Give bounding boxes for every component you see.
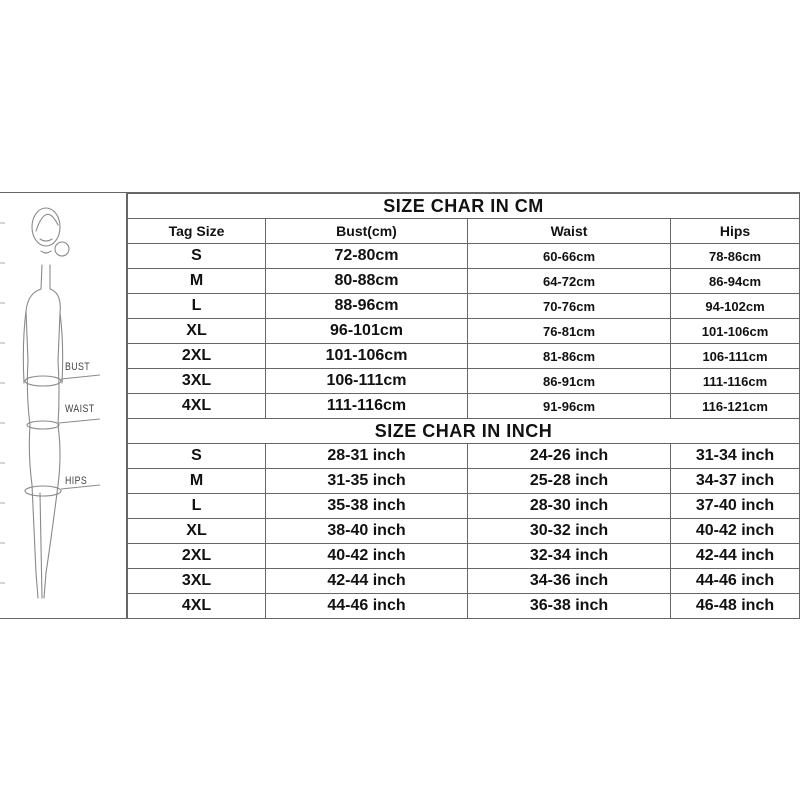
hips-cell: 86-94cm: [671, 269, 800, 294]
waist-cell: 60-66cm: [468, 244, 671, 269]
waist-cell: 91-96cm: [468, 394, 671, 419]
bust-cell: 72-80cm: [266, 244, 468, 269]
waist-cell: 24-26 inch: [468, 444, 671, 469]
size-chart: [0, 192, 800, 619]
tag-size-cell: 2XL: [128, 544, 266, 569]
hips-cell: 42-44 inch: [671, 544, 800, 569]
hips-cell: 46-48 inch: [671, 594, 800, 619]
tag-size-cell: 3XL: [128, 369, 266, 394]
tag-size-cell: 2XL: [128, 344, 266, 369]
inch-section-title: SIZE CHAR IN INCH: [128, 419, 800, 444]
table-row: [128, 594, 800, 619]
header-waist: Waist: [468, 219, 671, 244]
bust-cell: 96-101cm: [266, 319, 468, 344]
hips-cell: 101-106cm: [671, 319, 800, 344]
bust-cell: 80-88cm: [266, 269, 468, 294]
bust-cell: 101-106cm: [266, 344, 468, 369]
waist-cell: 36-38 inch: [468, 594, 671, 619]
table-row: [128, 469, 800, 494]
table-row: [128, 394, 800, 419]
table-row: [128, 369, 800, 394]
waist-cell: 86-91cm: [468, 369, 671, 394]
column-header-row: [128, 219, 800, 244]
header-hips: Hips: [671, 219, 800, 244]
waist-cell: 30-32 inch: [468, 519, 671, 544]
waist-cell: 64-72cm: [468, 269, 671, 294]
hips-cell: 106-111cm: [671, 344, 800, 369]
hips-cell: 78-86cm: [671, 244, 800, 269]
waist-label: WAIST: [65, 403, 95, 415]
tag-size-cell: M: [128, 469, 266, 494]
tag-size-cell: XL: [128, 319, 266, 344]
header-bust: Bust(cm): [266, 219, 468, 244]
bust-cell: 35-38 inch: [266, 494, 468, 519]
hips-cell: 40-42 inch: [671, 519, 800, 544]
table-row: [128, 319, 800, 344]
woman-figure-illustration: [0, 193, 126, 618]
bust-cell: 40-42 inch: [266, 544, 468, 569]
bust-cell: 28-31 inch: [266, 444, 468, 469]
waist-cell: 25-28 inch: [468, 469, 671, 494]
table-row: [128, 269, 800, 294]
size-table: [127, 193, 800, 619]
table-row: [128, 344, 800, 369]
hips-cell: 37-40 inch: [671, 494, 800, 519]
cm-section-title: SIZE CHAR IN CM: [128, 194, 800, 219]
bust-cell: 44-46 inch: [266, 594, 468, 619]
hips-cell: 111-116cm: [671, 369, 800, 394]
bust-cell: 38-40 inch: [266, 519, 468, 544]
table-row: [128, 569, 800, 594]
cm-title-row: [128, 194, 800, 219]
table-row: [128, 544, 800, 569]
hips-cell: 116-121cm: [671, 394, 800, 419]
header-tag-size: Tag Size: [128, 219, 266, 244]
waist-cell: 32-34 inch: [468, 544, 671, 569]
tag-size-cell: L: [128, 294, 266, 319]
hips-cell: 94-102cm: [671, 294, 800, 319]
hips-label: HIPS: [65, 475, 88, 487]
table-row: [128, 244, 800, 269]
inch-title-row: [128, 419, 800, 444]
hips-cell: 31-34 inch: [671, 444, 800, 469]
tag-size-cell: S: [128, 444, 266, 469]
table-row: [128, 494, 800, 519]
table-row: [128, 519, 800, 544]
waist-cell: 28-30 inch: [468, 494, 671, 519]
tag-size-cell: L: [128, 494, 266, 519]
tag-size-cell: M: [128, 269, 266, 294]
bust-cell: 88-96cm: [266, 294, 468, 319]
table-row: [128, 444, 800, 469]
bust-cell: 42-44 inch: [266, 569, 468, 594]
tag-size-cell: 3XL: [128, 569, 266, 594]
bust-label: BUST: [65, 361, 91, 373]
waist-cell: 81-86cm: [468, 344, 671, 369]
hips-cell: 44-46 inch: [671, 569, 800, 594]
table-row: [128, 294, 800, 319]
tag-size-cell: 4XL: [128, 594, 266, 619]
hips-cell: 34-37 inch: [671, 469, 800, 494]
body-figure-panel: [0, 193, 127, 618]
waist-cell: 70-76cm: [468, 294, 671, 319]
waist-cell: 76-81cm: [468, 319, 671, 344]
tag-size-cell: S: [128, 244, 266, 269]
tag-size-cell: XL: [128, 519, 266, 544]
bust-cell: 106-111cm: [266, 369, 468, 394]
bust-cell: 111-116cm: [266, 394, 468, 419]
tag-size-cell: 4XL: [128, 394, 266, 419]
waist-cell: 34-36 inch: [468, 569, 671, 594]
bust-cell: 31-35 inch: [266, 469, 468, 494]
